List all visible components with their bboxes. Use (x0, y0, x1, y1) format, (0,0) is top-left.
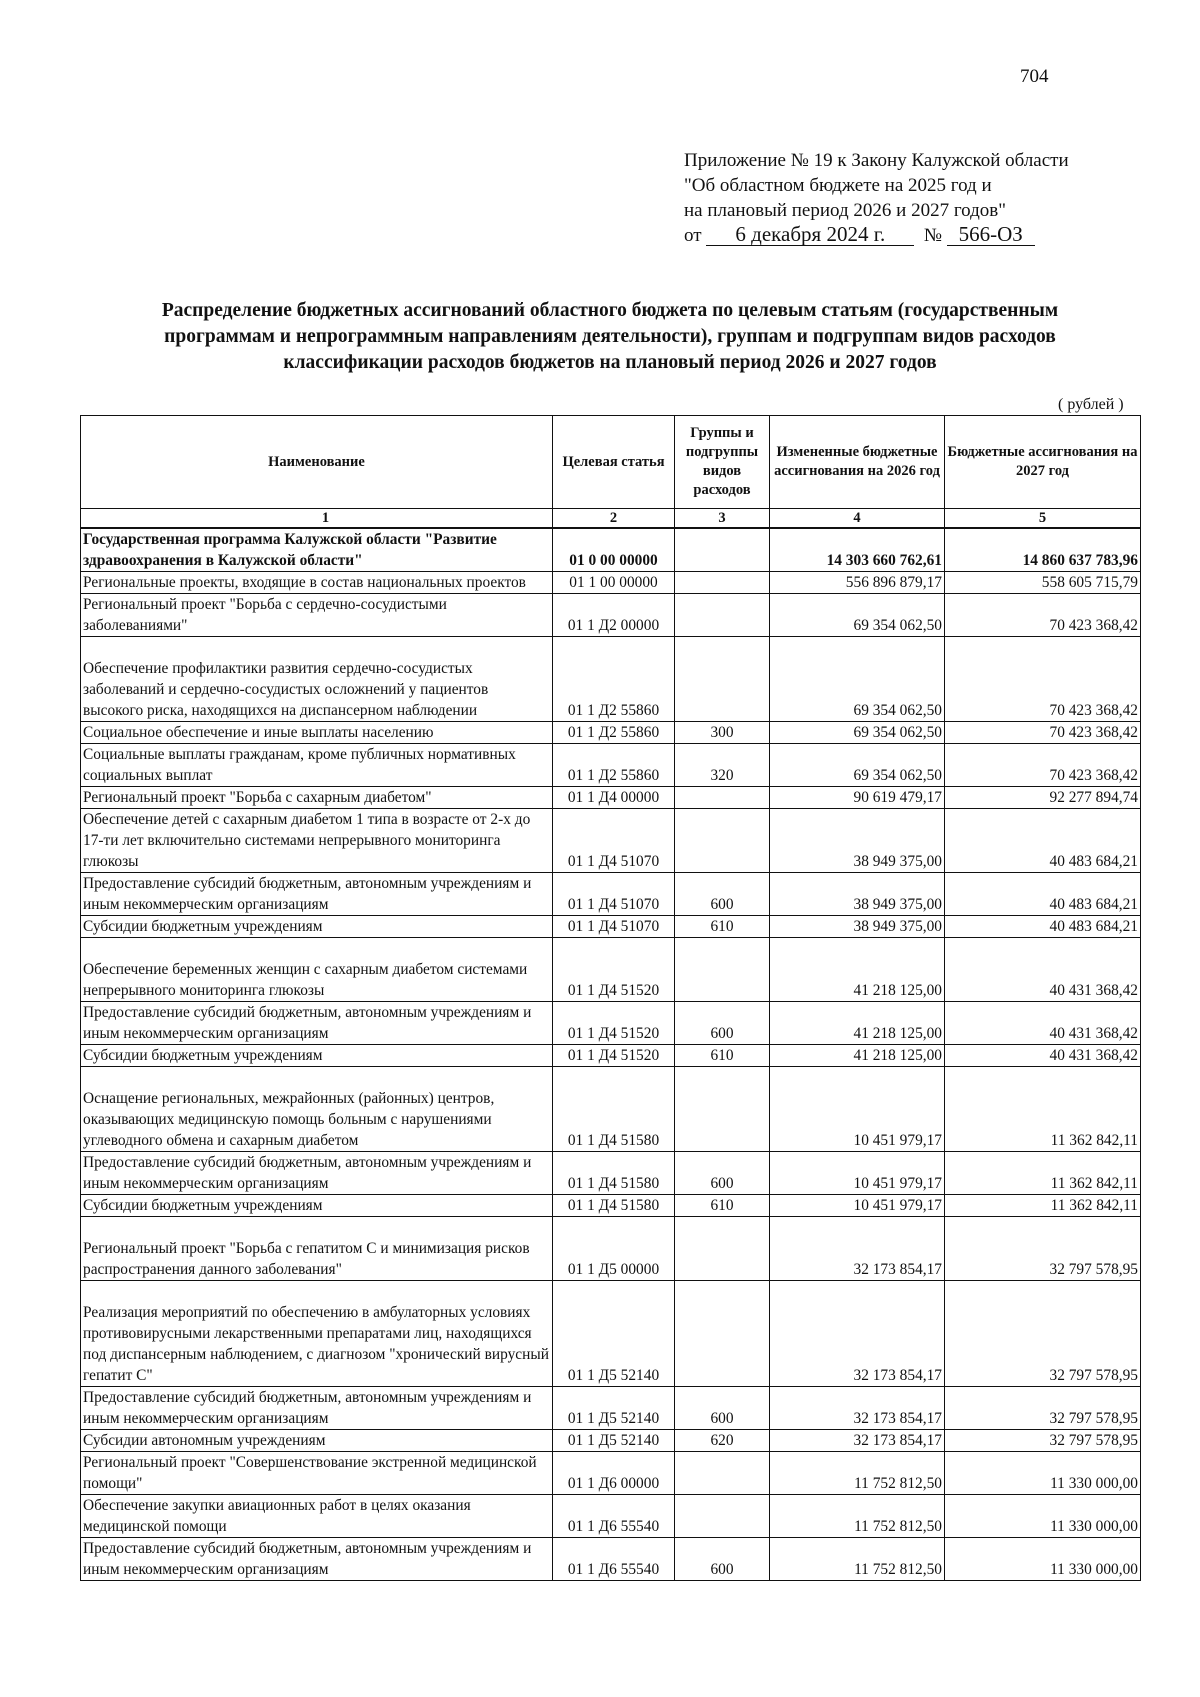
row-amount-2027: 11 362 842,11 (945, 1195, 1141, 1217)
table-row (81, 637, 1141, 722)
header-code: Целевая статья (553, 416, 675, 509)
row-amount-2026: 90 619 479,17 (770, 787, 945, 809)
row-target-code: 01 1 Д2 55860 (553, 722, 675, 744)
row-expense-group (675, 809, 770, 873)
row-expense-group: 620 (675, 1430, 770, 1452)
units-label: ( рублей ) (1058, 396, 1124, 413)
row-expense-group: 600 (675, 1002, 770, 1045)
row-expense-group: 300 (675, 722, 770, 744)
appendix-line-3: на плановый период 2026 и 2027 годов" (684, 200, 1006, 221)
row-amount-2027: 11 362 842,11 (945, 1067, 1141, 1152)
row-amount-2027: 11 330 000,00 (945, 1452, 1141, 1495)
row-target-code: 01 1 Д2 00000 (553, 594, 675, 637)
row-amount-2027: 32 797 578,95 (945, 1217, 1141, 1281)
row-amount-2026: 41 218 125,00 (770, 938, 945, 1002)
row-name: Оснащение региональных, межрайонных (районных) центров, оказывающих медицинскую помощь больным с нарушениями углеводного обмена и сахарным диабетом (81, 1067, 553, 1152)
row-amount-2026: 38 949 375,00 (770, 916, 945, 938)
table-row (81, 916, 1141, 938)
table-row (81, 1281, 1141, 1387)
row-name: Региональный проект "Совершенствование экстренной медицинской помощи" (81, 1452, 553, 1495)
row-target-code: 01 1 Д4 51070 (553, 809, 675, 873)
row-target-code: 01 1 Д6 55540 (553, 1495, 675, 1538)
row-amount-2027: 32 797 578,95 (945, 1281, 1141, 1387)
row-target-code: 01 1 Д4 51580 (553, 1067, 675, 1152)
table-row (81, 572, 1141, 594)
row-amount-2026: 32 173 854,17 (770, 1387, 945, 1430)
column-number: 3 (675, 509, 770, 529)
column-number: 2 (553, 509, 675, 529)
row-amount-2026: 556 896 879,17 (770, 572, 945, 594)
row-amount-2026: 11 752 812,50 (770, 1538, 945, 1581)
row-amount-2027: 32 797 578,95 (945, 1430, 1141, 1452)
table-body (81, 528, 1141, 1581)
row-name: Региональные проекты, входящие в состав национальных проектов (81, 572, 553, 594)
row-expense-group (675, 1452, 770, 1495)
table-row (81, 1538, 1141, 1581)
row-name: Региональный проект "Борьба с сахарным диабетом" (81, 787, 553, 809)
row-name: Предоставление субсидий бюджетным, автономным учреждениям и иным некоммерческим организациям (81, 873, 553, 916)
table-row (81, 1387, 1141, 1430)
header-2027: Бюджетные ассигнования на 2027 год (945, 416, 1141, 509)
row-amount-2027: 40 431 368,42 (945, 1045, 1141, 1067)
law-date: 6 декабря 2024 г. (706, 223, 914, 246)
table-row (81, 1067, 1141, 1152)
row-expense-group (675, 1495, 770, 1538)
row-name: Субсидии бюджетным учреждениям (81, 1195, 553, 1217)
row-expense-group: 600 (675, 1538, 770, 1581)
row-expense-group: 600 (675, 873, 770, 916)
row-name: Предоставление субсидий бюджетным, автономным учреждениям и иным некоммерческим организациям (81, 1538, 553, 1581)
row-name: Предоставление субсидий бюджетным, автономным учреждениям и иным некоммерческим организациям (81, 1002, 553, 1045)
row-amount-2027: 11 362 842,11 (945, 1152, 1141, 1195)
row-expense-group: 600 (675, 1152, 770, 1195)
row-name: Предоставление субсидий бюджетным, автономным учреждениям и иным некоммерческим организациям (81, 1152, 553, 1195)
row-amount-2027: 70 423 368,42 (945, 744, 1141, 787)
table-row (81, 1195, 1141, 1217)
title-line-3: классификации расходов бюджетов на плановый период 2026 и 2027 годов (283, 352, 937, 373)
document-title (80, 298, 1140, 376)
table-row (81, 938, 1141, 1002)
table-row (81, 1430, 1141, 1452)
column-number: 5 (945, 509, 1141, 529)
appendix-line-2: "Об областном бюджете на 2025 год и (684, 175, 992, 196)
row-target-code: 01 1 Д2 55860 (553, 637, 675, 722)
row-expense-group (675, 1217, 770, 1281)
row-target-code: 01 1 Д6 00000 (553, 1452, 675, 1495)
row-target-code: 01 1 Д4 51520 (553, 1002, 675, 1045)
row-amount-2026: 38 949 375,00 (770, 873, 945, 916)
row-target-code: 01 1 Д4 51520 (553, 938, 675, 1002)
row-target-code: 01 1 Д5 52140 (553, 1430, 675, 1452)
row-expense-group (675, 938, 770, 1002)
table-row (81, 744, 1141, 787)
table-row (81, 787, 1141, 809)
row-amount-2027: 11 330 000,00 (945, 1495, 1141, 1538)
header-group: Группы и подгруппы видов расходов (675, 416, 770, 509)
row-amount-2027: 40 431 368,42 (945, 1002, 1141, 1045)
title-line-1: Распределение бюджетных ассигнований областного бюджета по целевым статьям (государственным (161, 300, 1059, 321)
row-target-code: 01 1 Д2 55860 (553, 744, 675, 787)
row-name: Обеспечение профилактики развития сердечно-сосудистых заболеваний и сердечно-сосудистых осложнений у пациентов высокого риска, находящихся на диспансерном наблюдении (81, 637, 553, 722)
table-row (81, 1045, 1141, 1067)
row-target-code: 01 1 Д5 52140 (553, 1387, 675, 1430)
row-amount-2027: 14 860 637 783,96 (945, 528, 1141, 572)
header-row (81, 416, 1141, 509)
row-amount-2026: 69 354 062,50 (770, 744, 945, 787)
row-target-code: 01 1 Д4 00000 (553, 787, 675, 809)
row-name: Субсидии бюджетным учреждениям (81, 916, 553, 938)
row-name: Обеспечение беременных женщин с сахарным диабетом системами непрерывного мониторинга глюкозы (81, 938, 553, 1002)
table-row (81, 722, 1141, 744)
row-target-code: 01 0 00 00000 (553, 528, 675, 572)
column-number: 1 (81, 509, 553, 529)
row-amount-2026: 69 354 062,50 (770, 637, 945, 722)
row-amount-2027: 558 605 715,79 (945, 572, 1141, 594)
row-expense-group (675, 572, 770, 594)
row-name: Региональный проект "Борьба с сердечно-сосудистыми заболеваниями" (81, 594, 553, 637)
row-expense-group (675, 594, 770, 637)
row-amount-2027: 11 330 000,00 (945, 1538, 1141, 1581)
table-row (81, 1152, 1141, 1195)
row-target-code: 01 1 Д6 55540 (553, 1538, 675, 1581)
row-amount-2027: 40 483 684,21 (945, 873, 1141, 916)
column-number: 4 (770, 509, 945, 529)
row-amount-2026: 32 173 854,17 (770, 1281, 945, 1387)
table-row (81, 873, 1141, 916)
row-amount-2026: 41 218 125,00 (770, 1045, 945, 1067)
row-amount-2027: 32 797 578,95 (945, 1387, 1141, 1430)
row-expense-group: 610 (675, 916, 770, 938)
row-amount-2027: 92 277 894,74 (945, 787, 1141, 809)
row-name: Реализация мероприятий по обеспечению в амбулаторных условиях противовирусными лекарственными препаратами лиц, находящихся под диспансерным наблюдением, с диагнозом "хронический вирусный гепатит С" (81, 1281, 553, 1387)
table-row (81, 594, 1141, 637)
row-expense-group: 320 (675, 744, 770, 787)
row-target-code: 01 1 00 00000 (553, 572, 675, 594)
row-name: Государственная программа Калужской области "Развитие здравоохранения в Калужской области" (81, 528, 553, 572)
table-row (81, 1002, 1141, 1045)
row-name: Социальное обеспечение и иные выплаты населению (81, 722, 553, 744)
row-expense-group: 600 (675, 1387, 770, 1430)
table-row (81, 1495, 1141, 1538)
row-target-code: 01 1 Д4 51580 (553, 1195, 675, 1217)
from-label: от (684, 225, 702, 246)
header-name: Наименование (81, 416, 553, 509)
row-name: Социальные выплаты гражданам, кроме публичных нормативных социальных выплат (81, 744, 553, 787)
row-amount-2026: 11 752 812,50 (770, 1452, 945, 1495)
row-name: Предоставление субсидий бюджетным, автономным учреждениям и иным некоммерческим организациям (81, 1387, 553, 1430)
row-expense-group: 610 (675, 1195, 770, 1217)
table-row (81, 1452, 1141, 1495)
row-expense-group (675, 787, 770, 809)
row-expense-group: 610 (675, 1045, 770, 1067)
row-expense-group (675, 1281, 770, 1387)
number-label: № (923, 225, 942, 246)
row-amount-2027: 70 423 368,42 (945, 594, 1141, 637)
row-target-code: 01 1 Д5 52140 (553, 1281, 675, 1387)
row-amount-2027: 40 483 684,21 (945, 809, 1141, 873)
row-target-code: 01 1 Д4 51070 (553, 916, 675, 938)
row-expense-group (675, 528, 770, 572)
row-target-code: 01 1 Д5 00000 (553, 1217, 675, 1281)
row-amount-2027: 40 483 684,21 (945, 916, 1141, 938)
row-name: Субсидии бюджетным учреждениям (81, 1045, 553, 1067)
row-amount-2027: 40 431 368,42 (945, 938, 1141, 1002)
table-row (81, 1217, 1141, 1281)
row-name: Региональный проект "Борьба с гепатитом С и минимизация рисков распространения данного заболевания" (81, 1217, 553, 1281)
row-amount-2026: 11 752 812,50 (770, 1495, 945, 1538)
row-amount-2026: 41 218 125,00 (770, 1002, 945, 1045)
column-number-row (81, 509, 1141, 529)
row-expense-group (675, 1067, 770, 1152)
row-amount-2026: 14 303 660 762,61 (770, 528, 945, 572)
law-number: 566-ОЗ (947, 223, 1035, 246)
row-expense-group (675, 637, 770, 722)
row-amount-2027: 70 423 368,42 (945, 722, 1141, 744)
row-amount-2026: 38 949 375,00 (770, 809, 945, 873)
row-name: Обеспечение детей с сахарным диабетом 1 типа в возрасте от 2-х до 17-ти лет включительно системами непрерывного мониторинга глюкозы (81, 809, 553, 873)
row-amount-2026: 69 354 062,50 (770, 594, 945, 637)
header-2026: Измененные бюджетные ассигнования на 2026 год (770, 416, 945, 509)
row-name: Субсидии автономным учреждениям (81, 1430, 553, 1452)
row-amount-2026: 10 451 979,17 (770, 1195, 945, 1217)
table-row (81, 809, 1141, 873)
row-name: Обеспечение закупки авиационных работ в целях оказания медицинской помощи (81, 1495, 553, 1538)
page-number: 704 (1020, 66, 1049, 87)
row-target-code: 01 1 Д4 51520 (553, 1045, 675, 1067)
row-target-code: 01 1 Д4 51580 (553, 1152, 675, 1195)
title-line-2: программам и непрограммным направлениям деятельности), группам и подгруппам видов расходов (164, 326, 1056, 347)
row-amount-2026: 69 354 062,50 (770, 722, 945, 744)
appendix-line-4 (684, 223, 1154, 248)
row-target-code: 01 1 Д4 51070 (553, 873, 675, 916)
row-amount-2026: 32 173 854,17 (770, 1217, 945, 1281)
row-amount-2026: 32 173 854,17 (770, 1430, 945, 1452)
row-amount-2027: 70 423 368,42 (945, 637, 1141, 722)
appendix-header (684, 148, 1154, 248)
appendix-line-1: Приложение № 19 к Закону Калужской области (684, 150, 1069, 171)
row-amount-2026: 10 451 979,17 (770, 1152, 945, 1195)
table-row (81, 528, 1141, 572)
budget-table (80, 415, 1141, 1581)
row-amount-2026: 10 451 979,17 (770, 1067, 945, 1152)
